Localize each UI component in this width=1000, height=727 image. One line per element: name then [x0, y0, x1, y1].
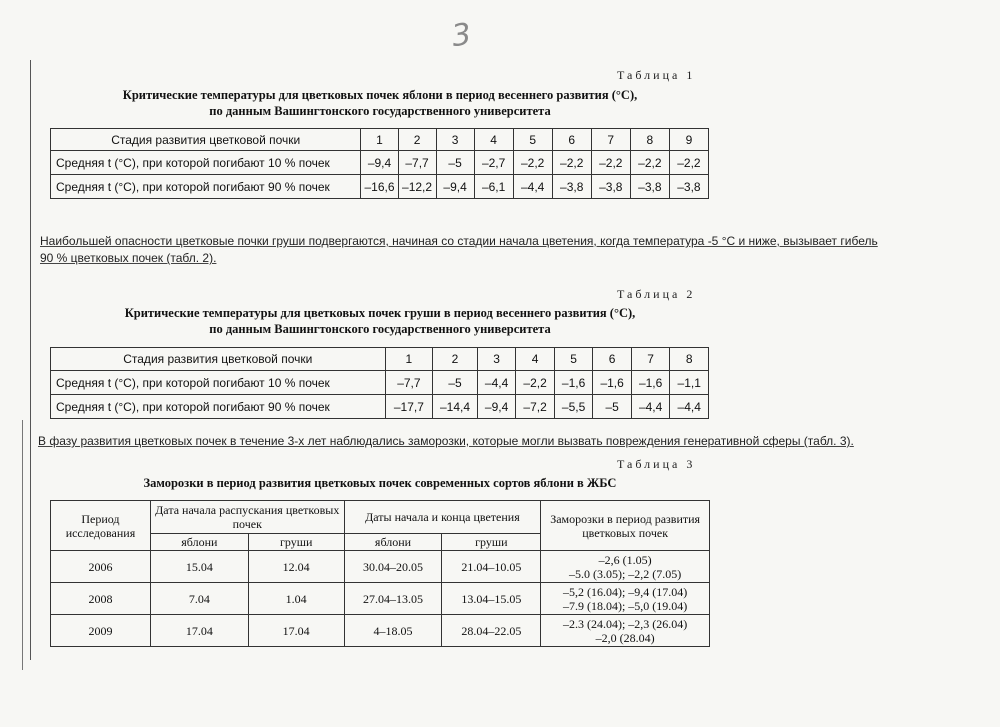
table3-header-row: [51, 501, 710, 534]
table-cell: –3,8: [591, 175, 630, 199]
table-cell: –4,4: [631, 395, 670, 419]
table2-caption: [60, 305, 700, 337]
table1-caption-line2: по данным Вашингтонского государственного университета: [209, 104, 551, 118]
table-cell: –2,7: [474, 151, 513, 175]
table1-stage: 8: [630, 129, 669, 151]
table-cell: –9,4: [436, 175, 474, 199]
table2-stage: 2: [433, 348, 478, 371]
table-cell: 30.04–20.05: [344, 551, 442, 583]
table1-stage: 2: [398, 129, 436, 151]
table3-subheader-pear: груши: [248, 534, 344, 551]
table-cell: –3,8: [552, 175, 591, 199]
table-row: [51, 395, 709, 419]
table3-subheader-pear: груши: [442, 534, 541, 551]
table-cell-year: 2009: [51, 615, 151, 647]
table3: [50, 500, 710, 647]
table1: [50, 128, 709, 199]
table-cell: –2,2: [630, 151, 669, 175]
frost-line: –5.0 (3.05); –2,2 (7.05): [568, 566, 682, 581]
table3-subheader-apple: яблони: [150, 534, 248, 551]
table-row: [51, 551, 710, 583]
table-cell: –2,2: [516, 371, 555, 395]
table2-caption-line1: Критические температуры для цветковых почек груши в период весеннего развития (°С),: [124, 306, 636, 320]
table-cell-frosts: [541, 551, 710, 583]
table1-stage: 4: [474, 129, 513, 151]
table-cell: 13.04–15.05: [442, 583, 541, 615]
paragraph-pear-danger: [40, 233, 970, 267]
table1-label: Таблица 1: [617, 68, 696, 82]
table2-stage: 5: [554, 348, 593, 371]
table3-subheader-apple: яблони: [344, 534, 442, 551]
table2-header-row: [51, 348, 709, 371]
table1-stage: 6: [552, 129, 591, 151]
table-cell: –3,8: [669, 175, 708, 199]
table1-stage: 7: [591, 129, 630, 151]
table-cell: 17.04: [150, 615, 248, 647]
frost-line: –2,0 (28.04): [595, 630, 655, 645]
margin-line: [30, 60, 31, 660]
table-cell: –6,1: [474, 175, 513, 199]
table-row: [51, 151, 709, 175]
table-cell: –1,6: [631, 371, 670, 395]
table-cell: –7,7: [385, 371, 433, 395]
table-cell-frosts: [541, 615, 710, 647]
table-cell: 27.04–13.05: [344, 583, 442, 615]
table2-header-label: Стадия развития цветковой почки: [51, 348, 386, 371]
table-cell: –5: [433, 371, 478, 395]
table2-caption-line2: по данным Вашингтонского государственного университета: [209, 322, 551, 336]
table-cell: 28.04–22.05: [442, 615, 541, 647]
table-row: [51, 615, 710, 647]
table-row: [51, 583, 710, 615]
table1-caption: [60, 87, 700, 119]
table-cell-frosts: [541, 583, 710, 615]
table-cell: –4,4: [670, 395, 709, 419]
table-cell: –16,6: [361, 175, 398, 199]
table2-stage: 1: [385, 348, 433, 371]
paragraph-frost-observation: В фазу развития цветковых почек в течение 3-х лет наблюдались заморозки, которые могли вызвать повреждения генеративной сферы (табл. 3).: [38, 434, 854, 448]
table2-stage: 4: [516, 348, 555, 371]
table-cell: 21.04–10.05: [442, 551, 541, 583]
table3-label: Таблица 3: [617, 457, 696, 471]
table3-caption: Заморозки в период развития цветковых почек современных сортов яблони в ЖБС: [143, 476, 617, 490]
table-cell: –9,4: [477, 395, 516, 419]
table-cell: 12.04: [248, 551, 344, 583]
table-cell: 17.04: [248, 615, 344, 647]
table2-label: Таблица 2: [617, 287, 696, 301]
table-cell: –5: [593, 395, 632, 419]
table-cell: –1,1: [670, 371, 709, 395]
table3-header-frosts: Заморозки в период развития цветковых почек: [541, 501, 710, 551]
table1-stage: 5: [513, 129, 552, 151]
table-cell: –7,7: [398, 151, 436, 175]
table-cell: –17,7: [385, 395, 433, 419]
frost-line: –5,2 (16.04); –9,4 (17.04): [562, 584, 688, 599]
table-cell: –12,2: [398, 175, 436, 199]
table3-header-flowering: Даты начала и конца цветения: [344, 501, 541, 534]
page-number-handwritten: 3: [449, 16, 474, 55]
table1-header-row: [51, 129, 709, 151]
table-row: [51, 175, 709, 199]
table-cell: 4–18.05: [344, 615, 442, 647]
table2: [50, 347, 709, 419]
table-cell: –5: [436, 151, 474, 175]
table-cell: –1,6: [554, 371, 593, 395]
frost-line: –2,6 (1.05): [598, 552, 652, 567]
scan-edge-line: [22, 420, 23, 670]
table-cell: –2,2: [552, 151, 591, 175]
table3-header-bud-break: Дата начала распускания цветковых почек: [150, 501, 344, 534]
table3-header-period: Период исследования: [51, 501, 151, 551]
table2-stage: 7: [631, 348, 670, 371]
table1-header-label: Стадия развития цветковой почки: [51, 129, 361, 151]
row-label: Средняя t (°С), при которой погибают 10 % почек: [51, 371, 386, 395]
table1-stage: 1: [361, 129, 398, 151]
table2-stage: 3: [477, 348, 516, 371]
table1-stage: 9: [669, 129, 708, 151]
table-cell: 7.04: [150, 583, 248, 615]
table-cell: –9,4: [361, 151, 398, 175]
row-label: Средняя t (°С), при которой погибают 90 % почек: [51, 175, 361, 199]
frost-line: –7.9 (18.04); –5,0 (19.04): [562, 598, 688, 613]
table-cell: –4,4: [513, 175, 552, 199]
table-row: [51, 371, 709, 395]
table-cell: –2,2: [669, 151, 708, 175]
table2-stage: 6: [593, 348, 632, 371]
paragraph1-line2: 90 % цветковых почек (табл. 2).: [40, 251, 217, 265]
table-cell-year: 2006: [51, 551, 151, 583]
paragraph1-line1: Наибольшей опасности цветковые почки груши подвергаются, начиная со стадии начала цветения, когда температура -5 °С и ниже, вызывает гибель: [40, 234, 878, 248]
frost-line: –2.3 (24.04); –2,3 (26.04): [562, 616, 688, 631]
table-cell-year: 2008: [51, 583, 151, 615]
table-cell: 15.04: [150, 551, 248, 583]
table-cell: –1,6: [593, 371, 632, 395]
table-cell: –7,2: [516, 395, 555, 419]
row-label: Средняя t (°С), при которой погибают 90 % почек: [51, 395, 386, 419]
table-cell: –5,5: [554, 395, 593, 419]
table-cell: –14,4: [433, 395, 478, 419]
table-cell: –2,2: [591, 151, 630, 175]
table-cell: –3,8: [630, 175, 669, 199]
row-label: Средняя t (°С), при которой погибают 10 % почек: [51, 151, 361, 175]
table-cell: 1.04: [248, 583, 344, 615]
table-cell: –4,4: [477, 371, 516, 395]
table2-stage: 8: [670, 348, 709, 371]
table1-stage: 3: [436, 129, 474, 151]
table1-caption-line1: Критические температуры для цветковых почек яблони в период весеннего развития (°С),: [122, 88, 638, 102]
table-cell: –2,2: [513, 151, 552, 175]
